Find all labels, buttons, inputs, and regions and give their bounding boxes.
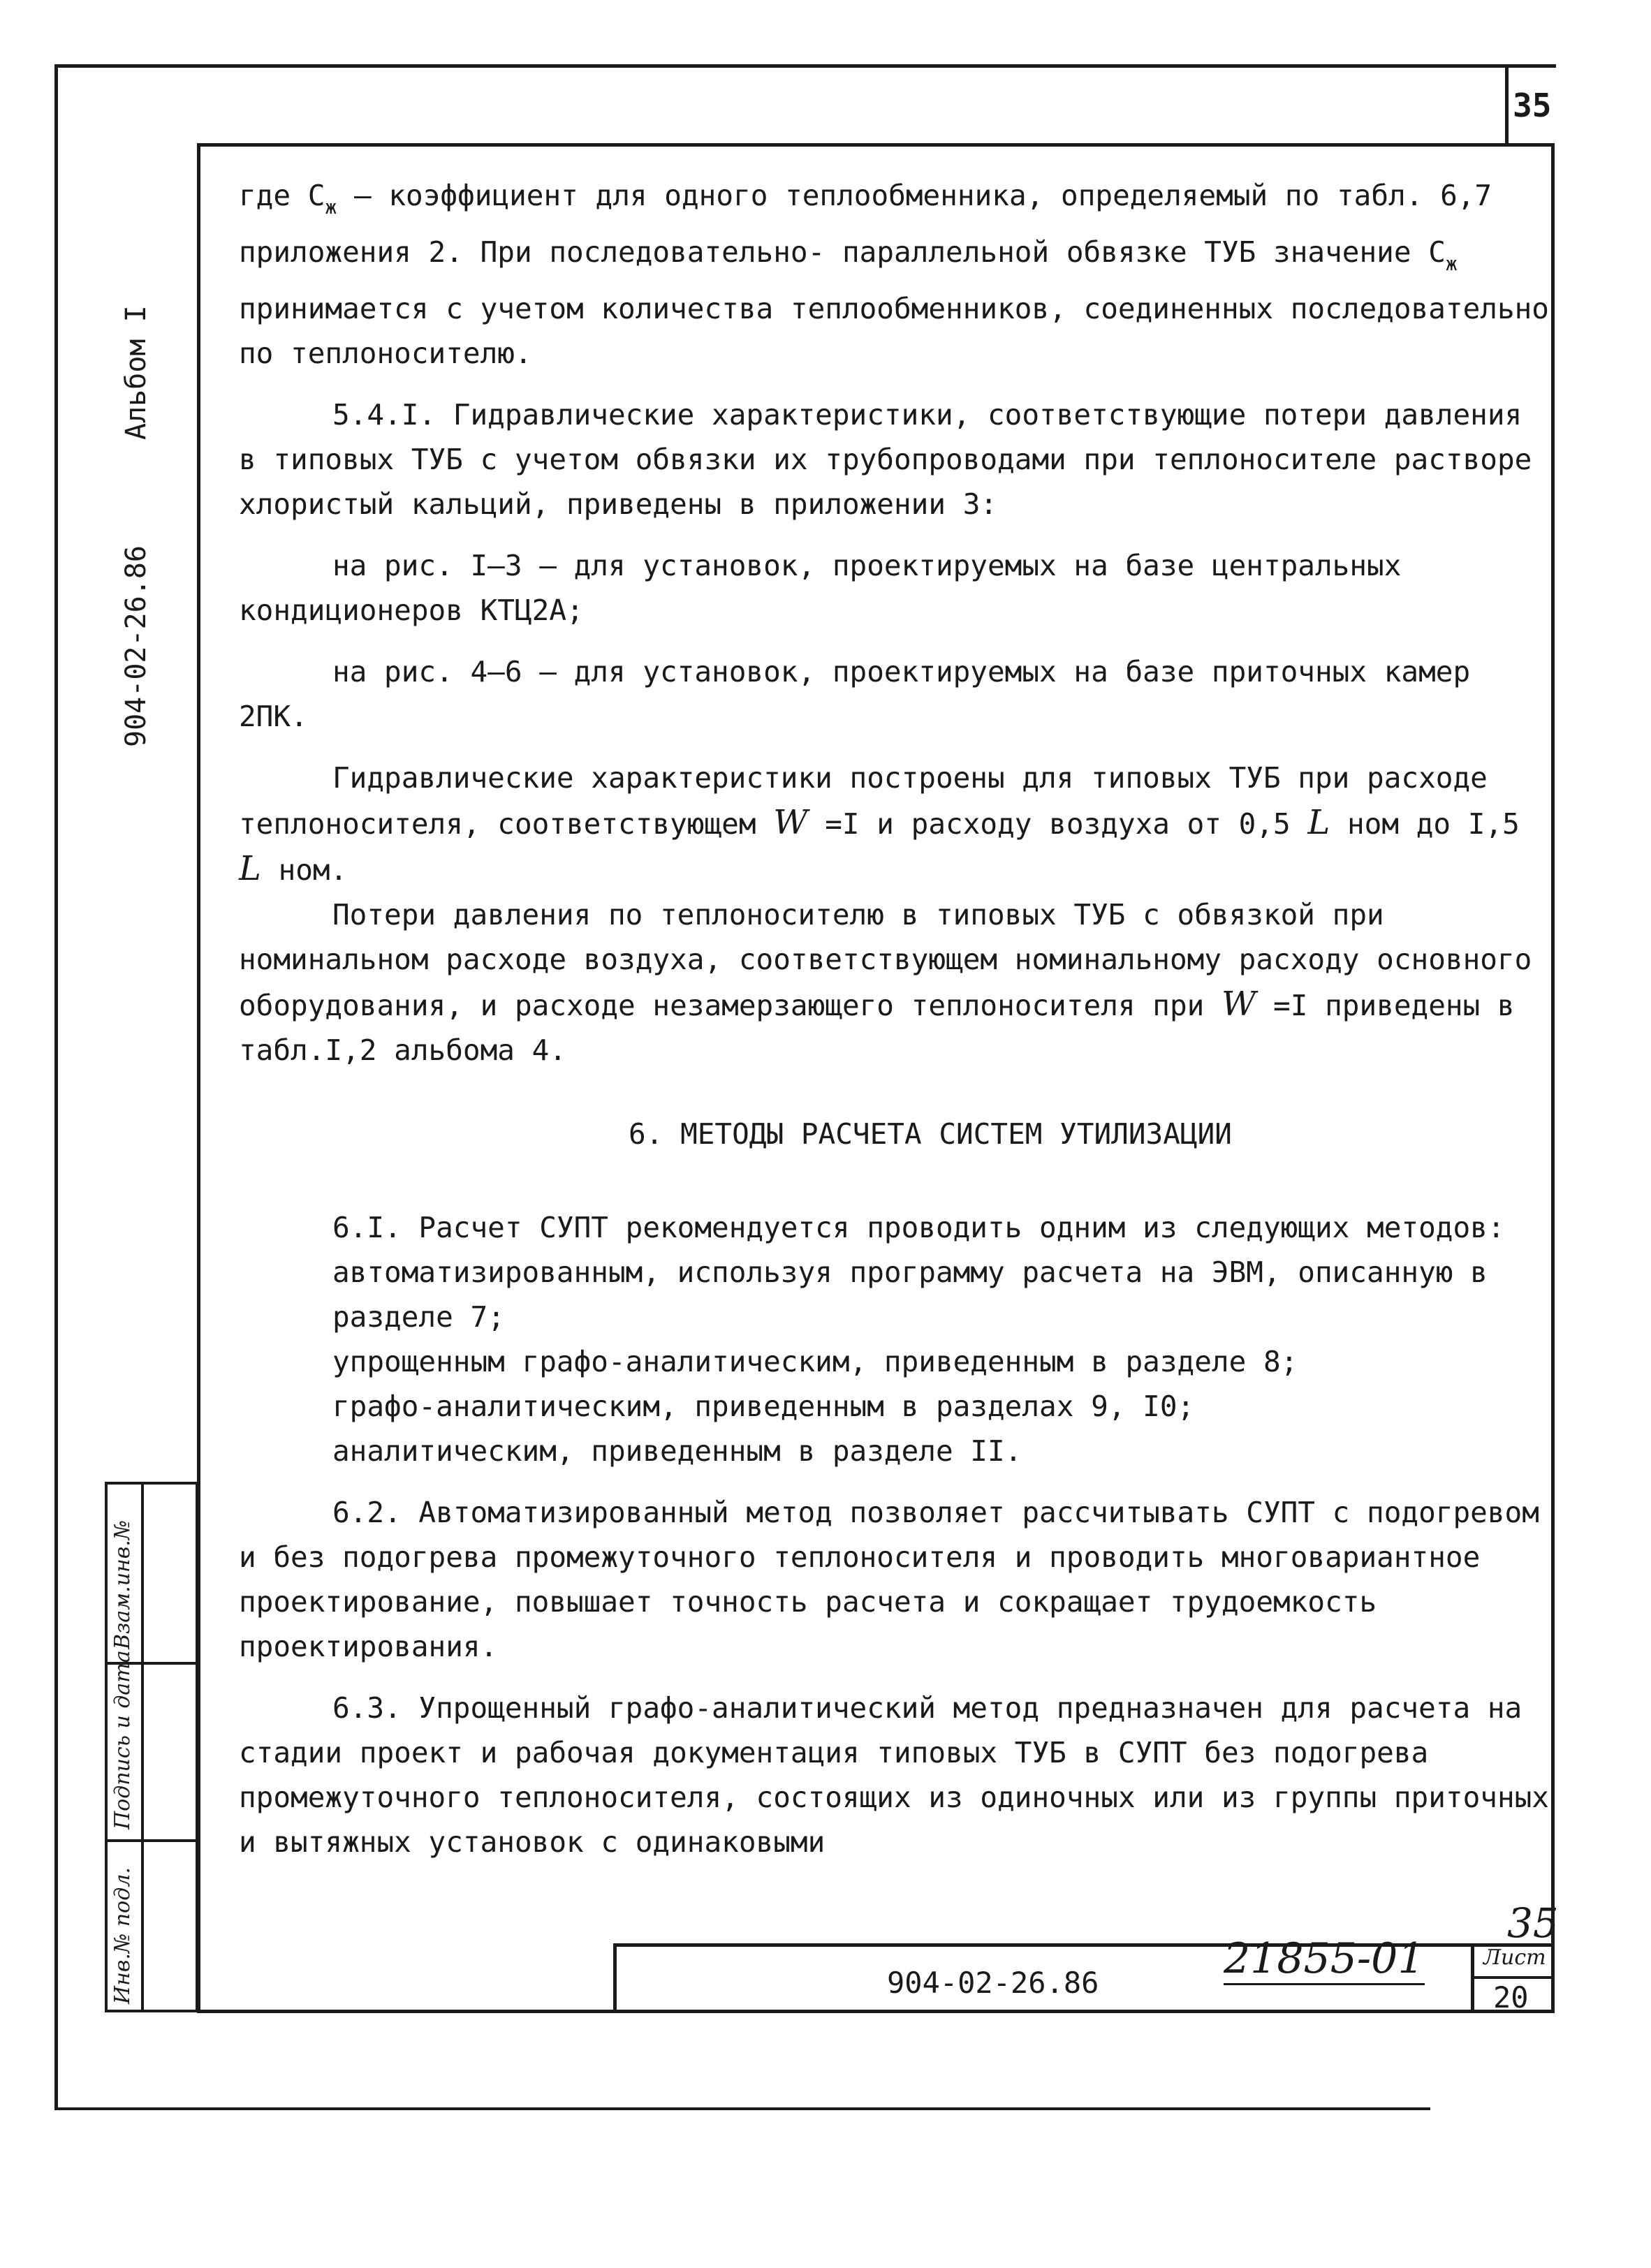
- paragraph: Потери давления по теплоносителю в типовых ТУБ с обвязкой при номинальном расходе воздуха, соответствующем номинальному расходу основного оборудования, и расходе незамерзающего теплоносителя при W =I приведены в табл.I,2 альбома 4.: [239, 898, 1532, 1067]
- list-item: аналитическим, приведенным в разделе II.: [332, 1434, 1022, 1468]
- handwritten-symbol: W: [773, 803, 808, 842]
- stamp-label-replacement: Взам.инв.№: [110, 1519, 135, 1649]
- handwritten-symbol: L: [1307, 803, 1330, 842]
- title-block-divider: [1471, 1976, 1555, 1979]
- paragraph: Гидравлические характеристики построены для типовых ТУБ при расходе теплоносителя, соответствующем W =I и расходу воздуха от 0,5 L ном до I,5 L ном.: [239, 761, 1520, 888]
- list-item: автоматизированным, используя программу расчета на ЭВМ, описанную в разделе 7;: [332, 1256, 1488, 1334]
- handwritten-symbol: L: [239, 849, 261, 888]
- inventory-stamp: [105, 1482, 198, 2012]
- stamp-column-divider: [141, 1482, 144, 2012]
- title-block-document-code: 904-02-26.86: [887, 1966, 1099, 2000]
- paragraph: 5.4.I. Гидравлические характеристики, соответствующие потери давления в типовых ТУБ с учетом обвязки их трубопроводами при теплоносителе растворе хлористый кальций, приведены в приложении 3:: [239, 398, 1532, 521]
- sheet-label: Лист: [1483, 1945, 1546, 1970]
- handwritten-document-number: 21855-01: [1224, 1934, 1425, 1985]
- paragraph: на рис. 4–6 – для установок, проектируемых на базе приточных камер 2ПК.: [239, 655, 1471, 733]
- paragraph: на рис. I–3 – для установок, проектируемых на базе центральных кондиционеров КТЦ2А;: [239, 549, 1402, 627]
- paragraph: где $С_ж$ – коэффициент для одного теплообменника, определяемый по табл. 6,7 приложения 2. При последовательно- параллельной обвязке ТУБ значение $С_ж$ принимается с учетом количества теплообменников, соединенных последовательно по теплоносителю.: [239, 179, 1549, 370]
- stamp-label-inventory: Инв.№ подл.: [110, 1867, 135, 2004]
- outer-frame-left: [54, 64, 58, 2110]
- paragraph: 6.I. Расчет СУПТ рекомендуется проводить одним из следующих методов:: [332, 1211, 1505, 1244]
- side-document-code: 904-02-26.86: [120, 545, 152, 747]
- method-list: [239, 1250, 1552, 1473]
- paragraph: 6.3. Упрощенный графо-аналитический метод предназначен для расчета на стадии проект и рабочая документация типовых ТУБ в СУПТ без подогрева промежуточного теплоносителя, состоящих из одиночных или из группы приточных и вытяжных установок с одинаковыми: [239, 1691, 1549, 1859]
- handwritten-page-number: 35: [1507, 1899, 1559, 1947]
- page-number-top: 35: [1513, 87, 1552, 124]
- document-body: [239, 173, 1552, 1881]
- stamp-label-signature-date: Подпись и дата: [110, 1650, 135, 1829]
- section-heading: 6. МЕТОДЫ РАСЧЕТА СИСТЕМ УТИЛИЗАЦИИ: [629, 1117, 1232, 1151]
- list-item: упрощенным графо-аналитическим, приведенным в разделе 8;: [332, 1345, 1298, 1378]
- paragraph: 6.2. Автоматизированный метод позволяет рассчитывать СУПТ с подогревом и без подогрева промежуточного теплоносителя и проводить многовариантное проектирование, повышает точность расчета и сокращает трудоемкость проектирования.: [239, 1496, 1539, 1663]
- outer-frame-bottom: [54, 2107, 1430, 2110]
- album-label: Альбом I: [120, 305, 152, 440]
- list-item: графо-аналитическим, приведенным в разделах 9, I0;: [332, 1390, 1195, 1423]
- handwritten-symbol: W: [1221, 985, 1256, 1024]
- sheet-number: 20: [1493, 1980, 1529, 2015]
- stamp-row-divider: [105, 1839, 198, 1842]
- outer-frame-top: [54, 64, 1556, 68]
